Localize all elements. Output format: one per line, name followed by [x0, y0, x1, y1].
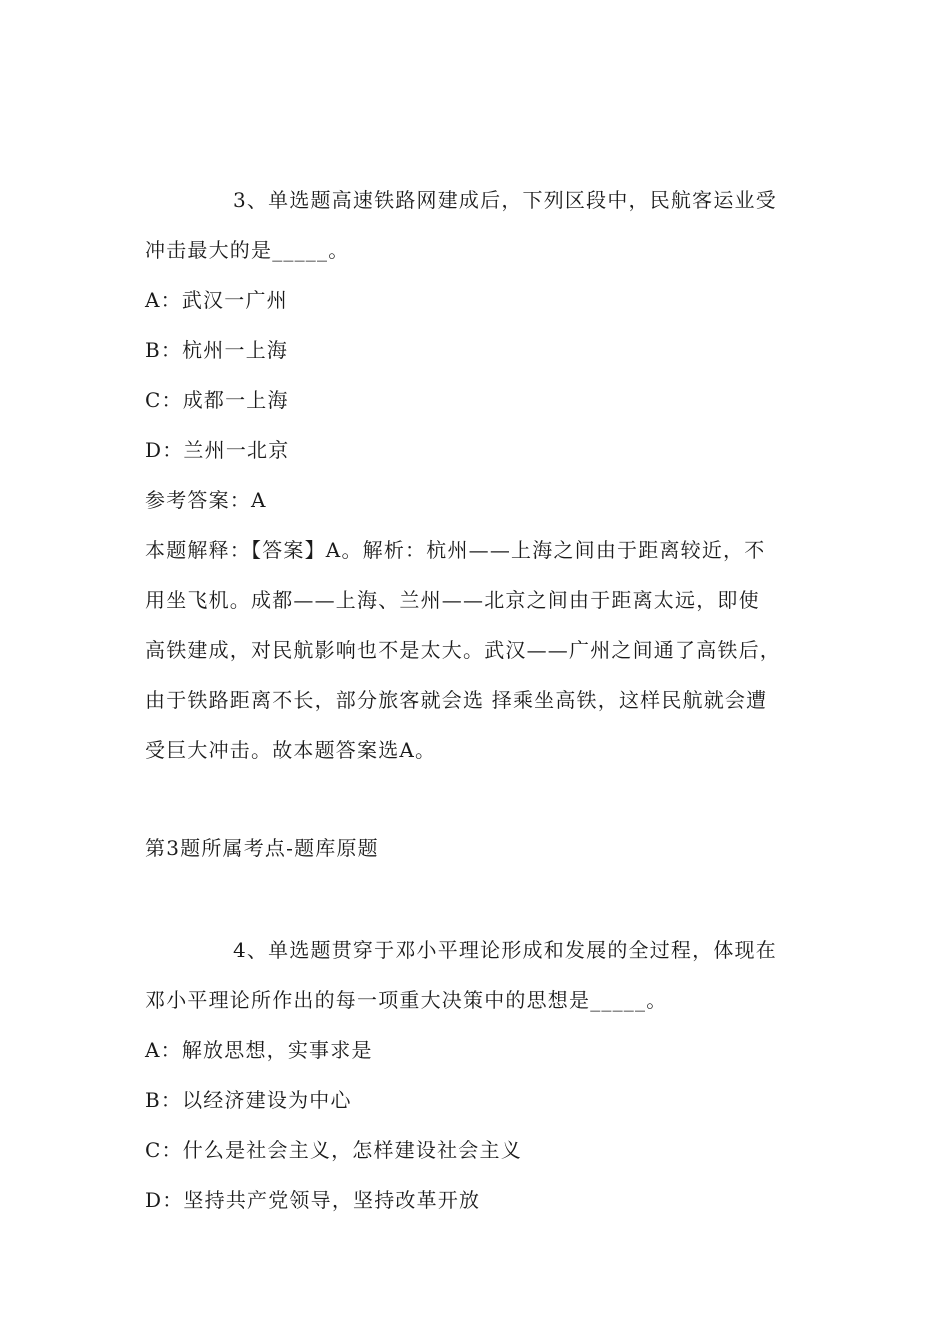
q3-option-c: C：成都一上海 [145, 388, 289, 412]
q3-stem-line-1: 3、单选题高速铁路网建成后，下列区段中，民航客运业受 [233, 188, 777, 212]
q4-option-a: A：解放思想，实事求是 [145, 1038, 373, 1062]
q3-explanation-line-3: 高铁建成，对民航影响也不是太大。武汉——广州之间通了高铁后， [145, 638, 781, 662]
q3-option-a: A：武汉一广州 [145, 288, 288, 312]
q3-stem-line-2: 冲击最大的是_____。 [145, 238, 350, 262]
q3-explanation-line-2: 用坐飞机。成都——上海、兰州——北京之间由于距离太远，即使 [145, 588, 760, 612]
q3-option-b: B：杭州一上海 [145, 338, 289, 362]
q4-option-c: C：什么是社会主义，怎样建设社会主义 [145, 1138, 522, 1162]
q3-explanation-line-1: 本题解释：【答案】A。解析：杭州——上海之间由于距离较近，不 [145, 538, 766, 562]
q4-stem-line-2: 邓小平理论所作出的每一项重大决策中的思想是_____。 [145, 988, 668, 1012]
q3-explanation-line-5: 受巨大冲击。故本题答案选A。 [145, 738, 437, 762]
q3-topic: 第3题所属考点-题库原题 [145, 836, 379, 860]
q3-answer: 参考答案：A [145, 488, 267, 512]
q4-stem-line-1: 4、单选题贯穿于邓小平理论形成和发展的全过程，体现在 [233, 938, 777, 962]
q3-explanation-line-4: 由于铁路距离不长，部分旅客就会选 择乘坐高铁，这样民航就会遭 [145, 688, 768, 712]
q4-option-d: D：坚持共产党领导，坚持改革开放 [145, 1188, 481, 1212]
q4-option-b: B：以经济建设为中心 [145, 1088, 352, 1112]
q3-option-d: D：兰州一北京 [145, 438, 290, 462]
